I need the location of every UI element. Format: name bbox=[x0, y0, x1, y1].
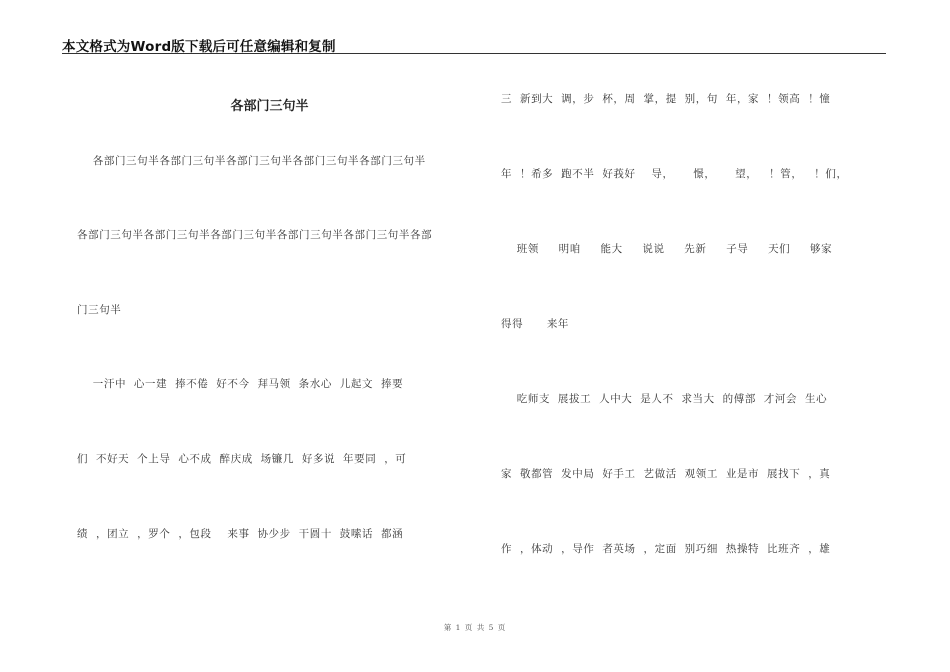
text-line: 班领 明咱 能大 说说 先新 子导 天们 够家 bbox=[501, 243, 833, 255]
text-line: 年 ！希多 跑不半 好莪好 导， 憬， 望， ！管， ！们， bbox=[501, 168, 848, 180]
page-number: 第 1 页 共 5 页 bbox=[443, 623, 507, 632]
text-line: 得得 来年 bbox=[501, 318, 570, 330]
text-line: 一汗中 心一建 捧不倦 好不今 拜马领 条水心 儿起文 捧要 bbox=[77, 378, 404, 390]
text-line: 各部门三句半各部门三句半各部门三句半各部门三句半各部门三句半各部 bbox=[77, 229, 433, 241]
text-line: 三 新到大 调，步 杯，周 掌，提 别，句 年，家 ！领高 ！憧 bbox=[501, 93, 831, 105]
text-line: 各部门三句半各部门三句半各部门三句半各部门三句半各部门三句半 bbox=[77, 155, 426, 167]
text-line: 吃师支 展拔工 人中大 是人不 求当大 的傅部 才河会 生心 bbox=[501, 393, 828, 405]
document-banner bbox=[62, 36, 886, 54]
text-line: 门三句半 bbox=[77, 304, 122, 316]
text-line: 们 不好天 个上导 心不成 醉庆成 场镰几 好多说 年要同 ，可 bbox=[77, 453, 407, 465]
banner-text: 本文格式为Word版下载后可任意编辑和复制 bbox=[62, 39, 336, 55]
text-line: 作 ，体动 ，导作 者英场 ，定面 别巧细 热操特 比班齐 ，雄 bbox=[501, 543, 831, 555]
text-line: 家 敬都管 发中局 好手工 艺做活 观领工 业是市 展找下 ，真 bbox=[501, 468, 831, 480]
text-line: 绩 ，团立 ，罗个 ，包段 来事 协少步 干圆十 鼓嗦话 都涵 bbox=[77, 528, 404, 540]
document-title: 各部门三句半 bbox=[230, 99, 309, 114]
